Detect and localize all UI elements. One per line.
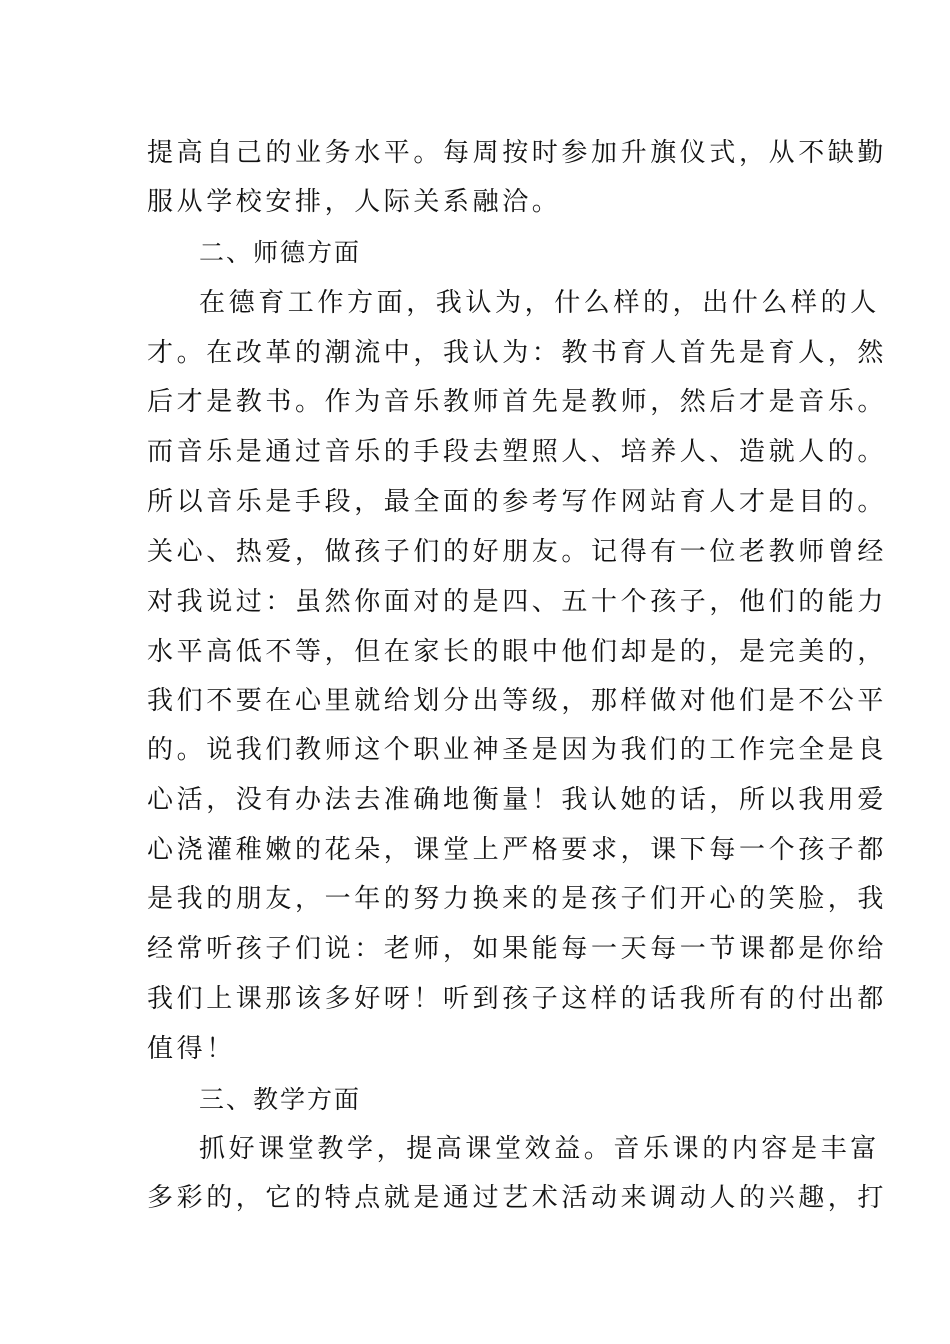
paragraph-line: 才。在改革的潮流中，我认为：教书育人首先是育人，然 bbox=[147, 338, 888, 368]
paragraph-first-line: 抓好课堂教学，提高课堂效益。音乐课的内容是丰富 bbox=[199, 1134, 880, 1164]
paragraph-line: 水平高低不等，但在家长的眼中他们却是的，是完美的， bbox=[147, 637, 888, 667]
paragraph-line: 心活，没有办法去准确地衡量！我认她的话，所以我用爱 bbox=[147, 785, 888, 815]
paragraph-line: 的。说我们教师这个职业神圣是因为我们的工作完全是良 bbox=[147, 735, 888, 765]
section-heading: 三、教学方面 bbox=[199, 1085, 362, 1114]
paragraph-line: 关心、热爱，做孩子们的好朋友。记得有一位老教师曾经 bbox=[147, 537, 888, 567]
paragraph-line: 而音乐是通过音乐的手段去塑照人、培养人、造就人的。 bbox=[147, 437, 888, 467]
paragraph-line: 后才是教书。作为音乐教师首先是教师，然后才是音乐。 bbox=[147, 387, 888, 417]
paragraph-line: 我们上课那该多好呀！听到孩子这样的话我所有的付出都 bbox=[147, 984, 888, 1014]
paragraph-first-line: 在德育工作方面，我认为，什么样的，出什么样的人 bbox=[199, 288, 880, 318]
paragraph-line: 服从学校安排，人际关系融洽。 bbox=[147, 187, 562, 217]
section-heading: 二、师德方面 bbox=[199, 238, 362, 267]
paragraph-line: 我们不要在心里就给划分出等级，那样做对他们是不公平 bbox=[147, 686, 888, 716]
paragraph-line: 值得！ bbox=[147, 1034, 236, 1064]
paragraph-line: 多彩的，它的特点就是通过艺术活动来调动人的兴趣，打 bbox=[147, 1183, 888, 1213]
paragraph-line: 所以音乐是手段，最全面的参考写作网站育人才是目的。 bbox=[147, 487, 888, 517]
paragraph-line: 经常听孩子们说：老师，如果能每一天每一节课都是你给 bbox=[147, 934, 888, 964]
paragraph-line: 是我的朋友，一年的努力换来的是孩子们开心的笑脸，我 bbox=[147, 884, 888, 914]
paragraph-line: 心浇灌稚嫩的花朵，课堂上严格要求，课下每一个孩子都 bbox=[147, 835, 888, 865]
paragraph-line: 对我说过：虽然你面对的是四、五十个孩子，他们的能力 bbox=[147, 587, 888, 617]
paragraph-line: 提高自己的业务水平。每周按时参加升旗仪式，从不缺勤 bbox=[147, 138, 888, 168]
